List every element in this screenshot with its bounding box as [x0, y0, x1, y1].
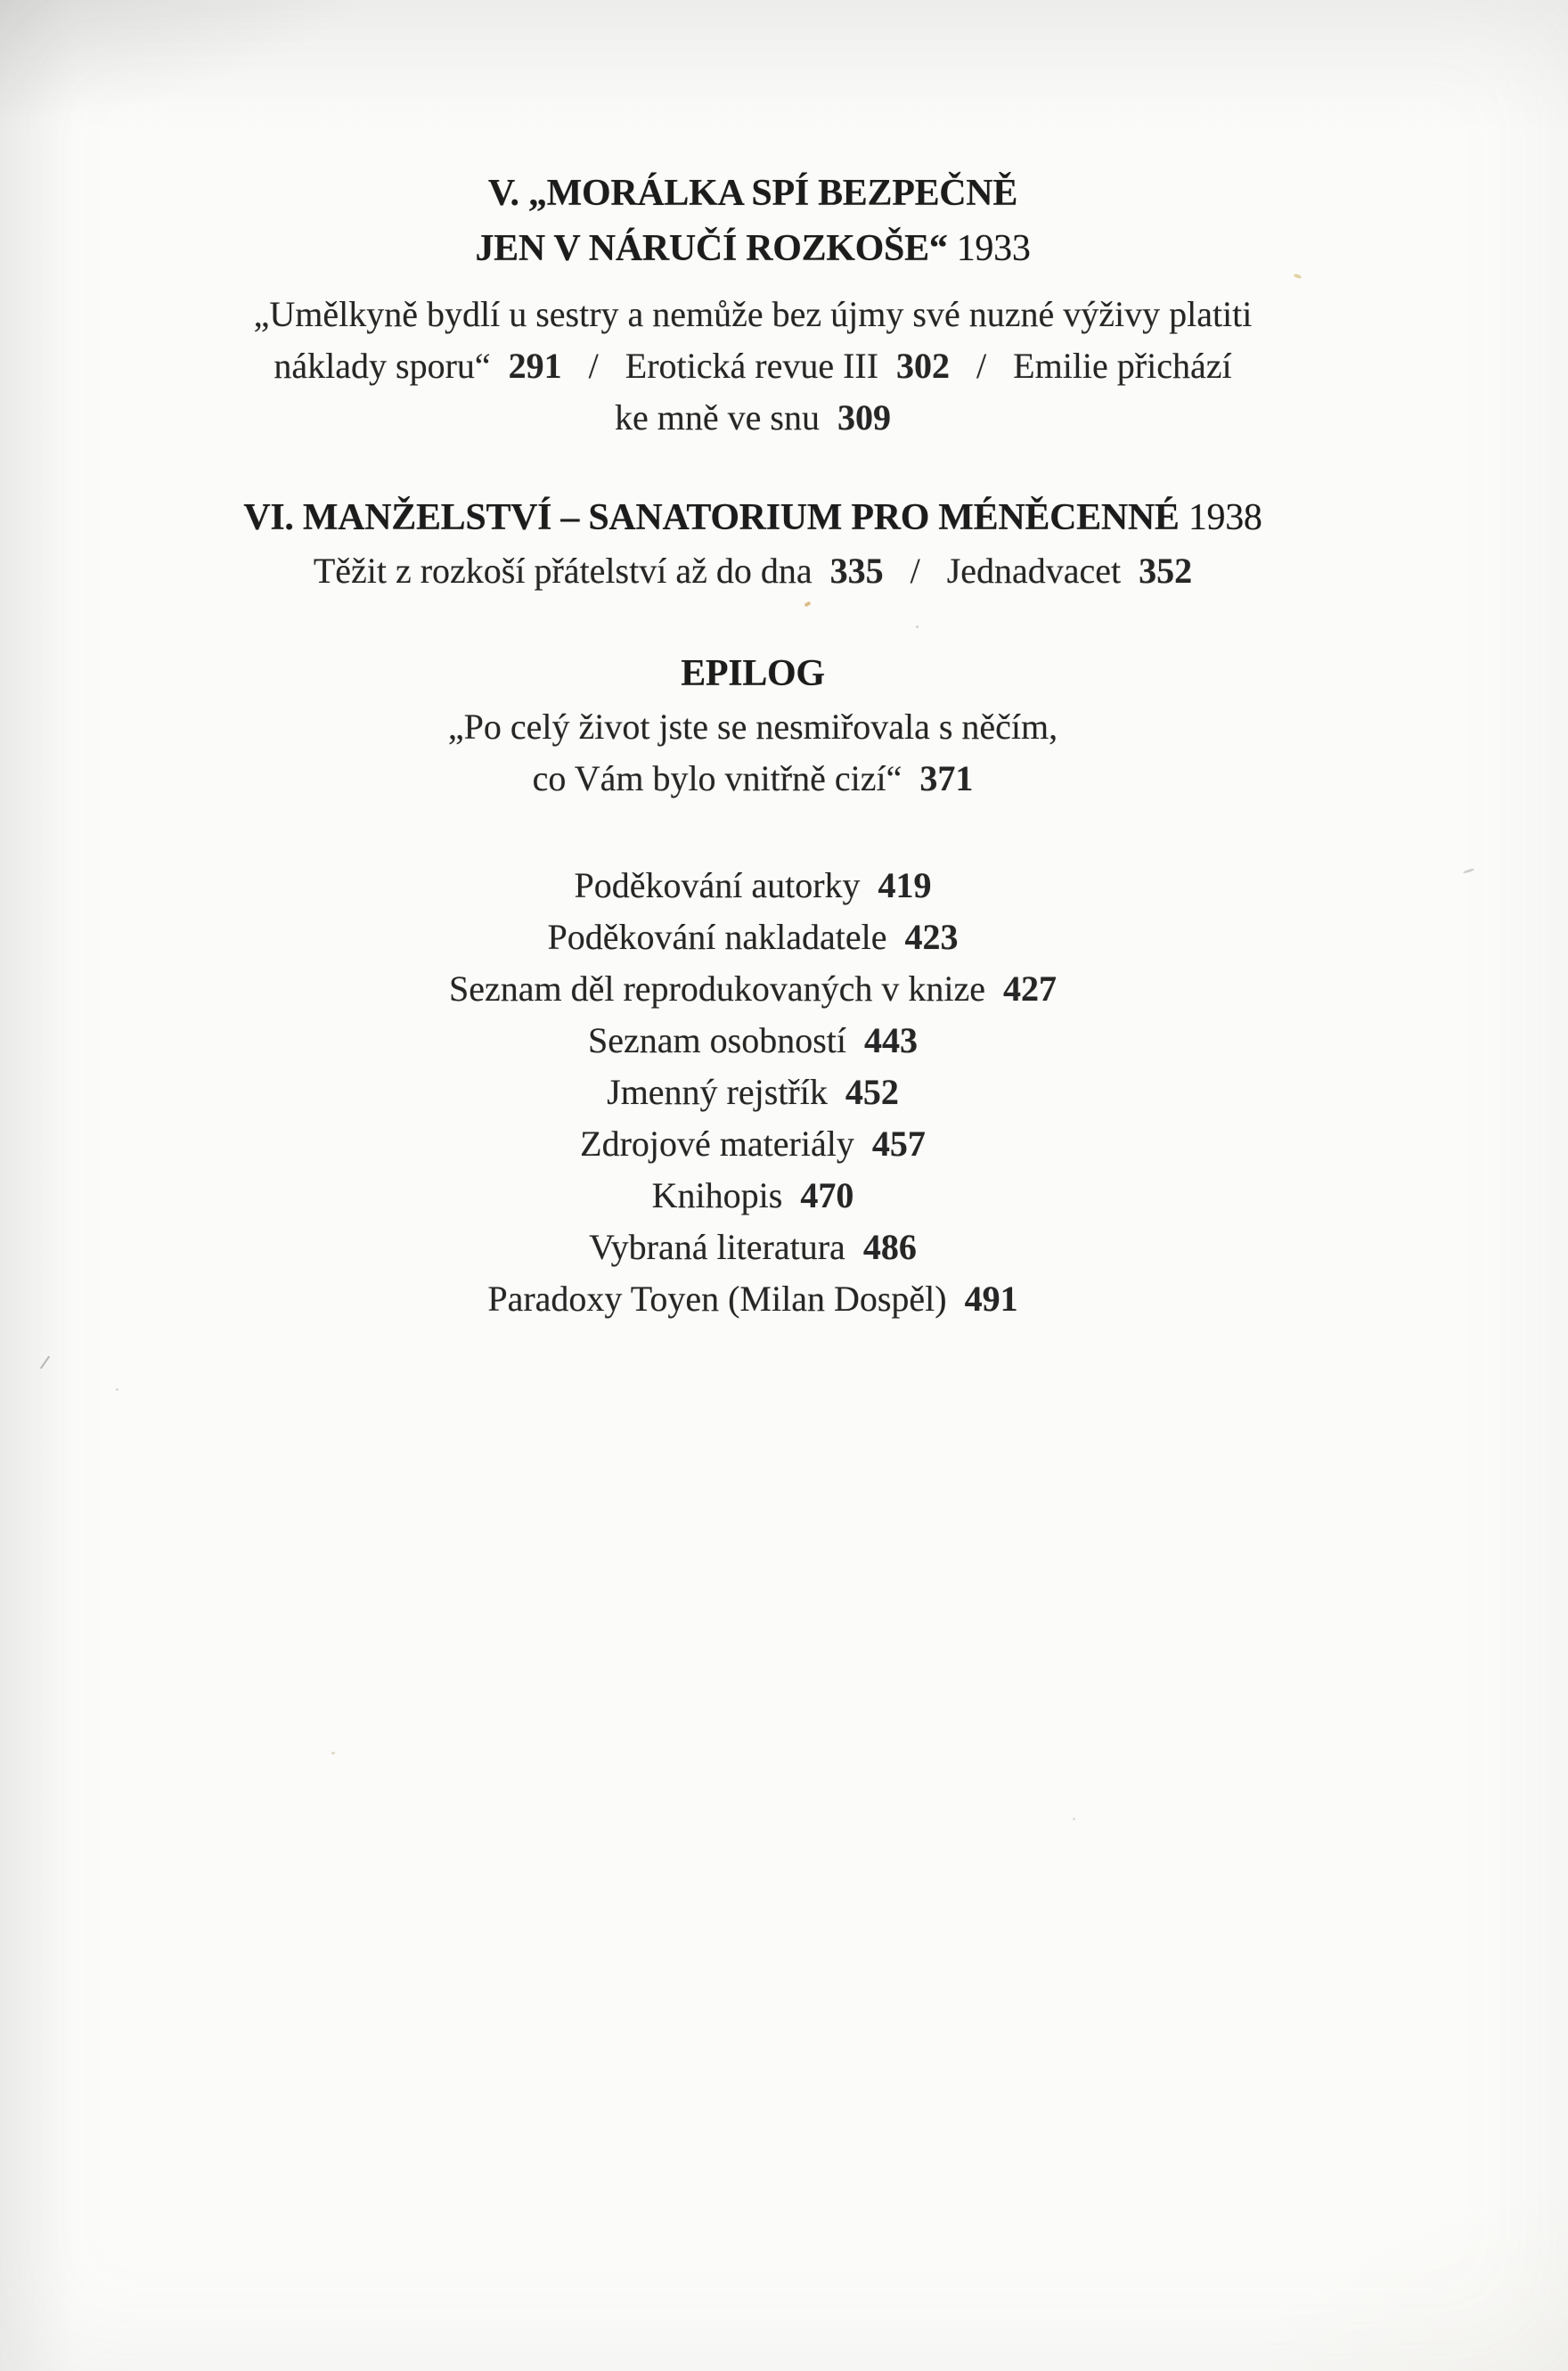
page-number: 423 [904, 917, 959, 957]
entry-text: / Emilie přichází [950, 346, 1232, 386]
page-number: 452 [845, 1072, 899, 1112]
chapter-title-text: EPILOG [681, 653, 825, 694]
toc-entry-line [192, 1067, 1314, 1118]
page-number: 335 [829, 551, 884, 591]
toc-entry-line [192, 289, 1314, 340]
entry-text: Poděkování autorky [574, 865, 878, 905]
entry-text: Poděkování nakladatele [547, 917, 905, 957]
entry-text: / Erotická revue III [561, 346, 897, 386]
scan-artifact-speck [1073, 1818, 1075, 1820]
toc-entry-line [192, 545, 1314, 597]
chapter-year: 1933 [956, 228, 1031, 269]
toc-entry-line [192, 912, 1314, 963]
entry-text: Paradoxy Toyen (Milan Dospěl) [487, 1279, 965, 1319]
toc-entry-line [192, 1222, 1314, 1273]
toc-entry-line [192, 701, 1314, 753]
page-number: 443 [863, 1020, 918, 1060]
chapter-heading-line [192, 490, 1314, 545]
toc-entry-line [192, 1118, 1314, 1170]
entry-text: Zdrojové materiály [580, 1124, 872, 1164]
page-number: 371 [919, 758, 974, 798]
toc-entry-line [192, 1273, 1314, 1325]
entry-text: co Vám bylo vnitřně cizí“ [532, 758, 920, 798]
chapter-title-text: V. „MORÁLKA SPÍ BEZPEČNĚ [487, 173, 1018, 214]
page-number: 291 [508, 346, 562, 386]
scan-artifact-speck [331, 1752, 335, 1754]
toc-entry-line [192, 340, 1314, 392]
entry-text: Seznam děl reprodukovaných v knize [448, 969, 1003, 1009]
toc-block-epilog [192, 646, 1314, 805]
scan-artifact-speck [116, 1388, 118, 1391]
page-number: 457 [871, 1124, 926, 1164]
page-number: 470 [800, 1175, 854, 1215]
entry-text: „Po celý život jste se nesmiřovala s něčím, [447, 707, 1058, 747]
scan-artifact-scratch [40, 1355, 50, 1369]
toc-entry-line [192, 1170, 1314, 1222]
toc-entry-line [192, 1015, 1314, 1067]
toc-entry-line [192, 753, 1314, 805]
entry-text: Těžit z rozkoší přátelství až do dna [313, 551, 830, 591]
chapter-year: 1938 [1188, 497, 1262, 538]
toc-entries [192, 289, 1314, 444]
toc-entry-line [192, 963, 1314, 1015]
page-number: 309 [837, 397, 891, 437]
table-of-contents [192, 166, 1314, 1325]
chapter-heading-line [192, 221, 1314, 276]
toc-block-chapter-vi [192, 490, 1314, 597]
entry-text: ke mně ve snu [615, 397, 837, 437]
toc-block-chapter-v [192, 166, 1314, 444]
chapter-title-text: VI. MANŽELSTVÍ – SANATORIUM PRO MÉNĚCENNÉ [243, 497, 1188, 538]
chapter-heading-line [192, 166, 1314, 221]
entry-text: / Jednadvacet [883, 551, 1139, 591]
entry-text: Seznam osobností [588, 1020, 864, 1060]
page-number: 302 [896, 346, 951, 386]
chapter-heading-line [192, 646, 1314, 701]
page-number: 352 [1139, 551, 1193, 591]
toc-block-back-matter [192, 860, 1314, 1325]
page-number: 419 [878, 865, 932, 905]
page-number: 427 [1003, 969, 1057, 1009]
toc-entry-line [192, 392, 1314, 444]
toc-entry-line [192, 860, 1314, 912]
page-number: 491 [964, 1279, 1018, 1319]
scan-artifact-speck [1463, 868, 1474, 874]
entry-text: Jmenný rejstřík [607, 1072, 845, 1112]
entry-text: Vybraná literatura [589, 1227, 863, 1267]
entry-text: „Umělkyně bydlí u sestry a nemůže bez újmy své nuzné výživy platiti [253, 294, 1253, 334]
toc-entries [192, 701, 1314, 805]
entry-text: Knihopis [651, 1175, 801, 1215]
toc-entries [192, 860, 1314, 1325]
scan-artifact-speck [916, 625, 919, 628]
entry-text: náklady sporu“ [274, 346, 509, 386]
toc-entries [192, 545, 1314, 597]
page-number: 486 [862, 1227, 917, 1267]
chapter-title-text: JEN V NÁRUČÍ ROZKOŠE“ [475, 228, 957, 269]
